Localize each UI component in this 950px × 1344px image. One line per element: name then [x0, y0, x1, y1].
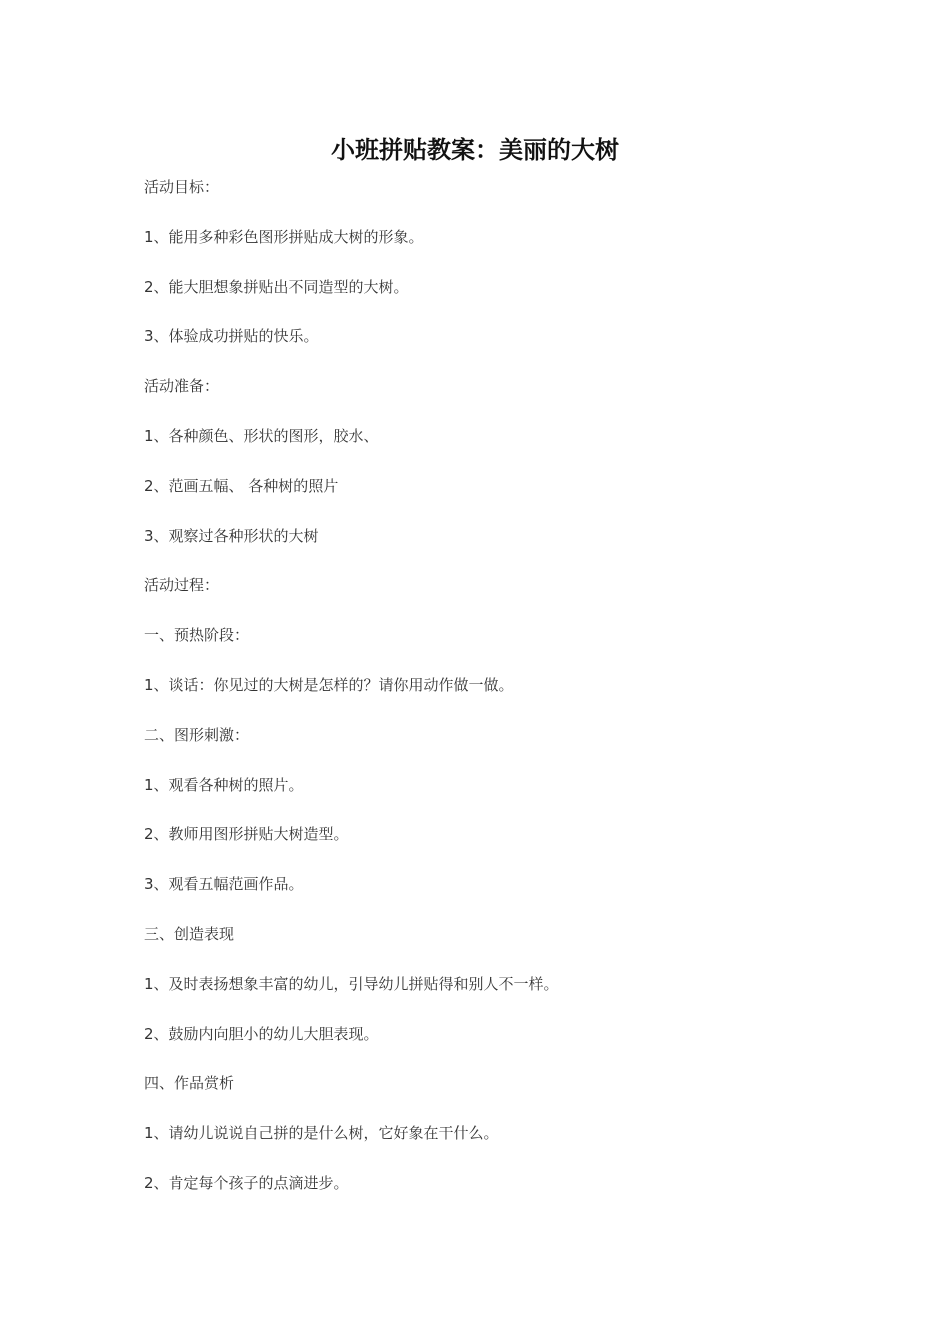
process-stage-heading: 三、创造表现 [144, 924, 235, 943]
process-item: 1、观看各种树的照片。 [144, 775, 304, 794]
section-heading-process: 活动过程： [144, 576, 220, 595]
process-item: 3、观看五幅范画作品。 [144, 875, 304, 894]
process-item: 1、请幼儿说说自己拼的是什么树，它好象在干什么。 [144, 1124, 499, 1143]
process-item: 2、肯定每个孩子的点滴进步。 [144, 1173, 349, 1192]
process-item: 2、教师用图形拼贴大树造型。 [144, 825, 349, 844]
section-heading-preparation: 活动准备： [144, 377, 220, 396]
document-title: 小班拼贴教案：美丽的大树 [331, 136, 619, 164]
preparation-item: 1、各种颜色、形状的图形，胶水、 [144, 426, 379, 445]
process-item: 1、谈话：你见过的大树是怎样的？请你用动作做一做。 [144, 675, 514, 694]
goal-item: 2、能大胆想象拼贴出不同造型的大树。 [144, 277, 409, 296]
preparation-item: 2、范画五幅、 各种树的照片 [144, 476, 339, 495]
process-stage-heading: 四、作品赏析 [144, 1074, 235, 1093]
goal-item: 1、能用多种彩色图形拼贴成大树的形象。 [144, 227, 424, 246]
preparation-item: 3、观察过各种形状的大树 [144, 526, 319, 545]
process-item: 1、及时表扬想象丰富的幼儿，引导幼儿拼贴得和别人不一样。 [144, 974, 559, 993]
section-heading-goals: 活动目标： [144, 178, 220, 196]
goal-item: 3、体验成功拼贴的快乐。 [144, 327, 319, 346]
process-stage-heading: 二、图形刺激： [144, 725, 250, 744]
process-stage-heading: 一、预热阶段： [144, 626, 250, 645]
document-body [144, 175, 844, 1221]
process-item: 2、鼓励内向胆小的幼儿大胆表现。 [144, 1024, 379, 1043]
